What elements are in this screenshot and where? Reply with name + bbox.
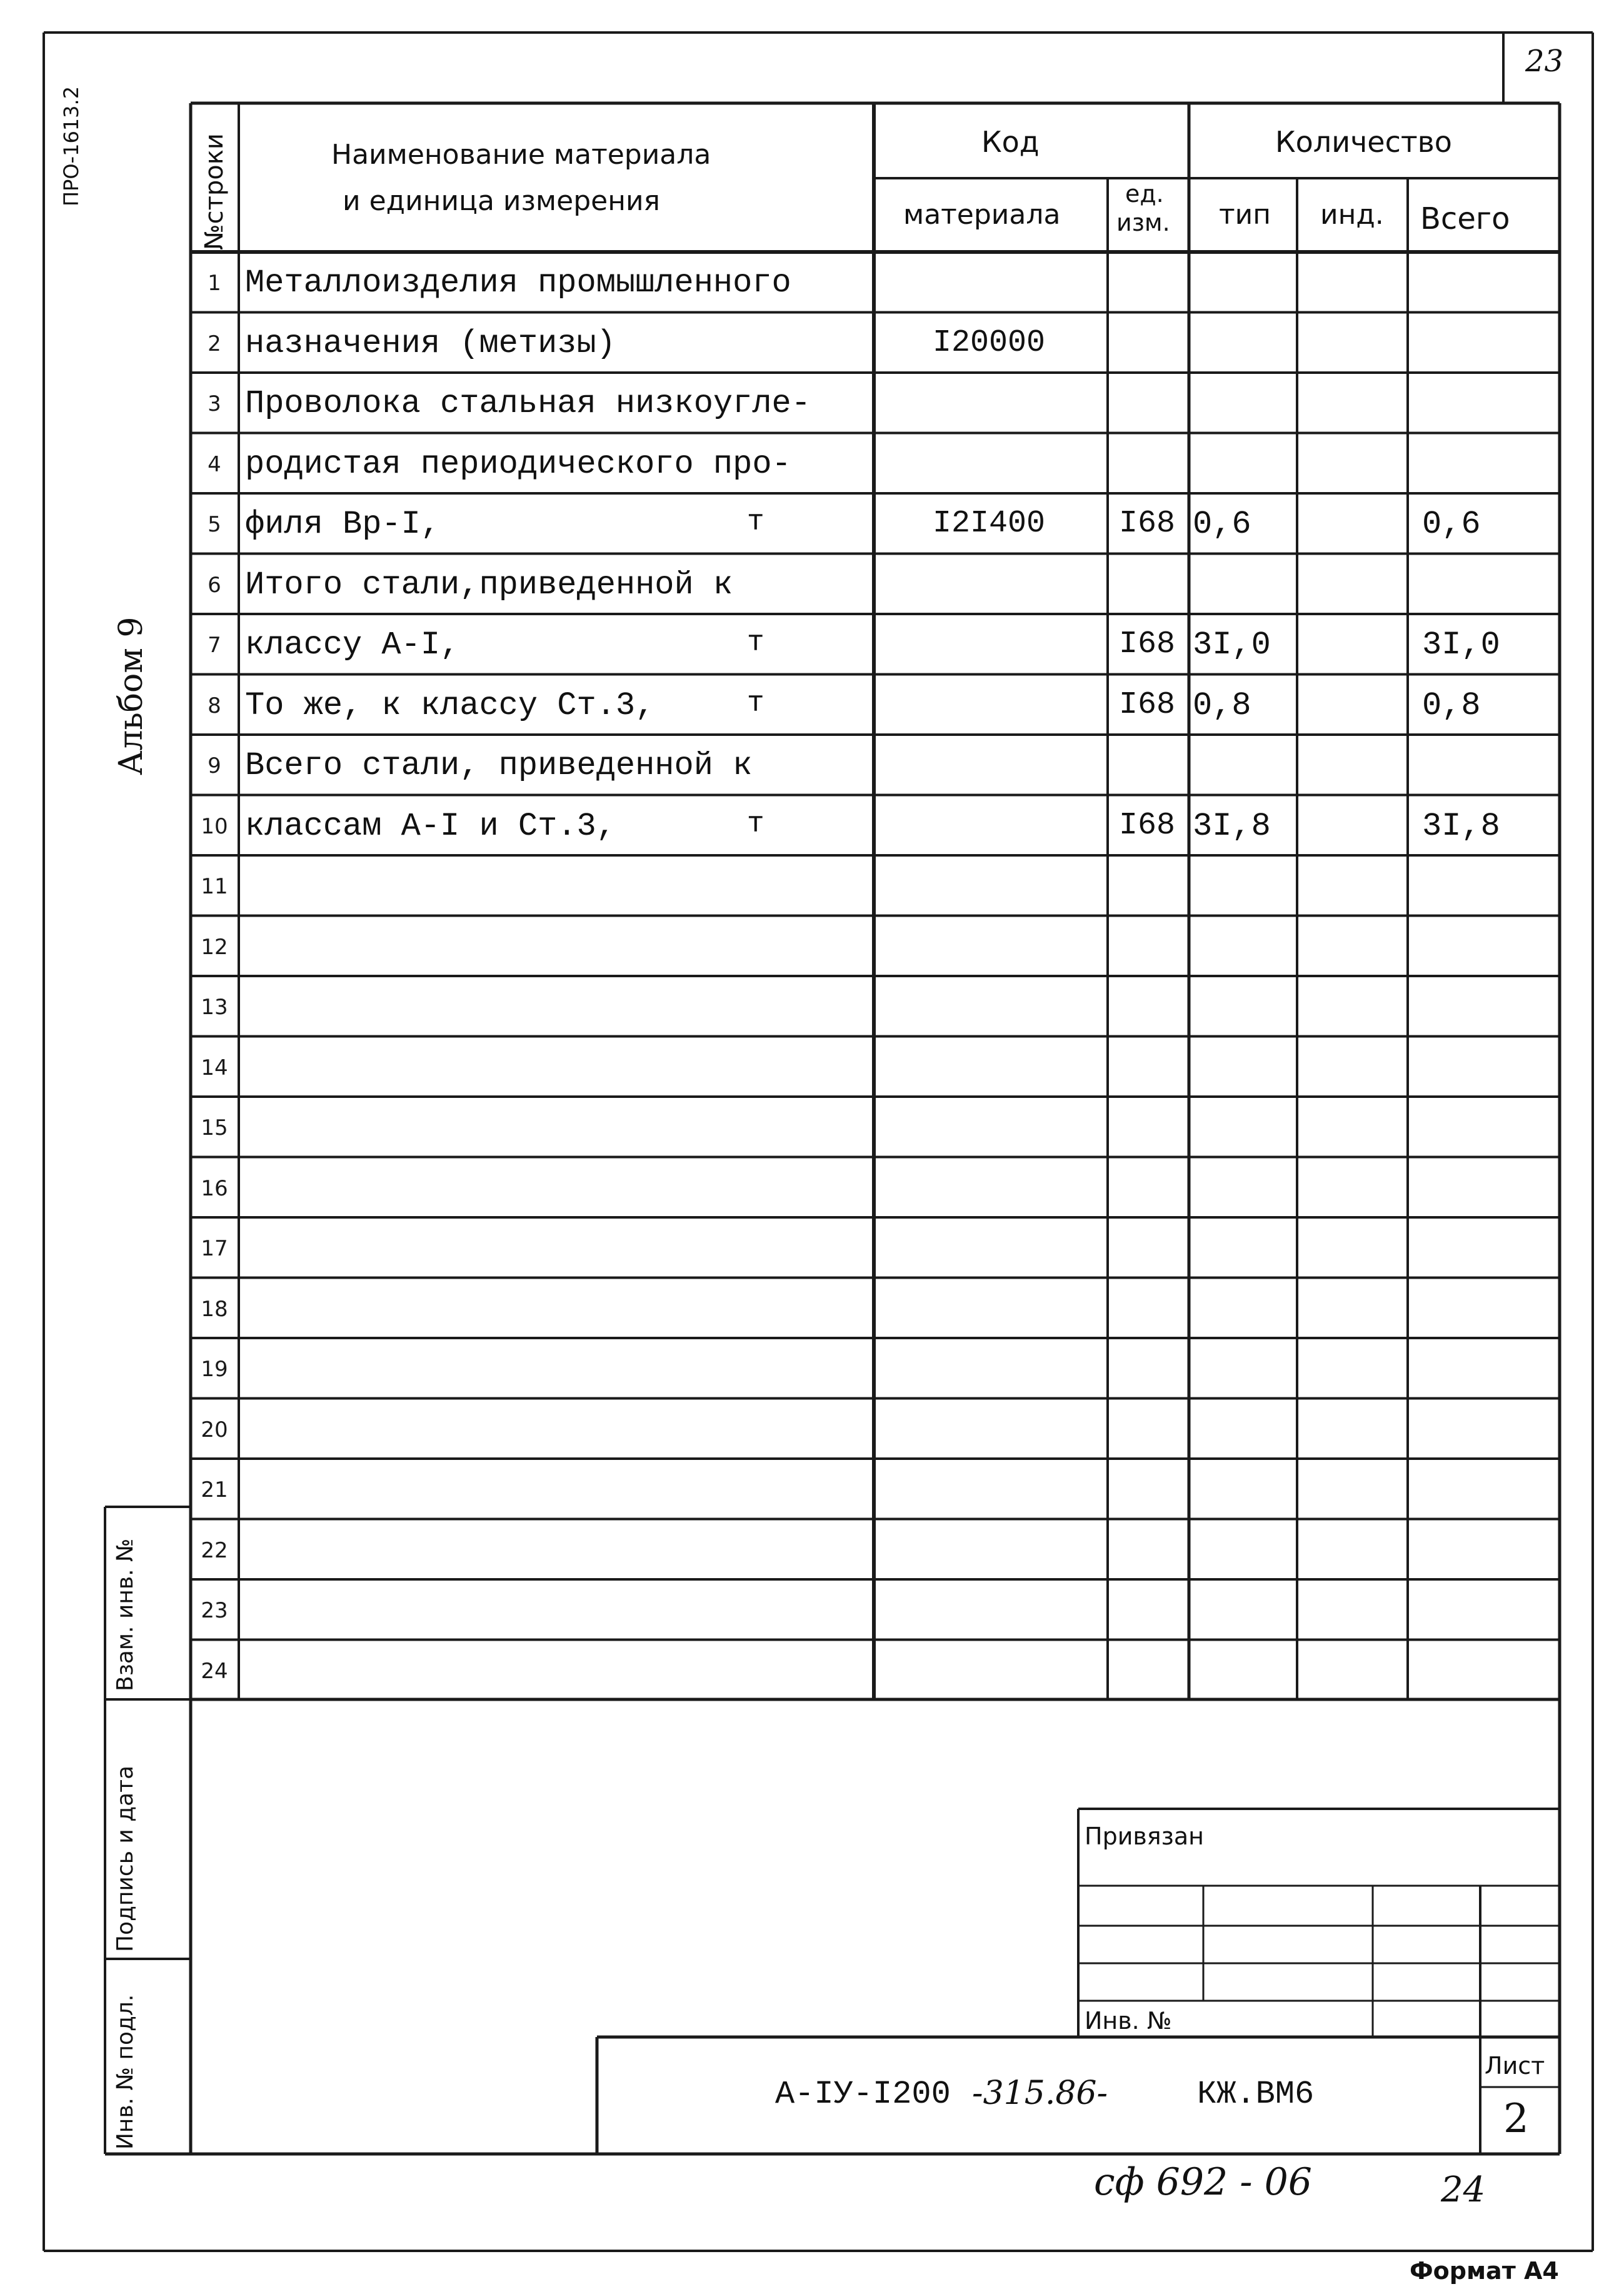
cell-name: Итого стали,приведенной к — [245, 566, 733, 603]
table-row — [0, 1157, 1624, 1218]
table-row — [0, 855, 1624, 916]
cell-unit: т — [747, 807, 764, 840]
table-row — [0, 252, 1624, 313]
inv-podl-label: Инв. № подл. — [113, 1994, 138, 2150]
table-row — [0, 675, 1624, 735]
table-row — [0, 313, 1624, 373]
row-number: 6 — [208, 572, 221, 598]
row-number: 17 — [201, 1236, 228, 1261]
col-code-unit-header-line2: изм. — [1116, 209, 1170, 236]
row-number: 24 — [201, 1658, 228, 1684]
row-number: 5 — [208, 512, 221, 537]
col-row-number-header: №строки — [200, 133, 229, 250]
table-row — [0, 1399, 1624, 1459]
col-name-header-line1: Наименование материала — [331, 139, 711, 171]
format-label: Формат А4 — [1410, 2257, 1559, 2285]
table-row — [0, 614, 1624, 675]
table-row — [0, 373, 1624, 433]
cell-qty-total: 0,8 — [1422, 687, 1481, 724]
cell-name: Проволока стальная низкоугле- — [245, 385, 811, 422]
row-number: 15 — [201, 1115, 228, 1140]
cell-name: родистая периодического про- — [245, 445, 791, 483]
table-row — [0, 1640, 1624, 1701]
col-name-header-line2: и единица измерения — [343, 185, 661, 217]
row-number: 16 — [201, 1175, 228, 1201]
col-qty-total-header: Всего — [1420, 201, 1510, 236]
table-row — [0, 1278, 1624, 1339]
col-code-material-header: материала — [903, 199, 1061, 231]
table-row — [0, 1037, 1624, 1097]
col-qty-ind-header: инд. — [1320, 199, 1384, 231]
table-row — [0, 1338, 1624, 1399]
handwritten-page: 24 — [1441, 2170, 1486, 2210]
table-row — [0, 916, 1624, 977]
cell-name: классу А-I, — [245, 626, 460, 663]
cell-name: филя Вр-I, — [245, 506, 441, 543]
side-stamp: ПРО-1613.2 — [59, 86, 83, 206]
cell-unit: т — [747, 687, 764, 720]
table-row — [0, 1519, 1624, 1580]
list-label: Лист — [1485, 2052, 1545, 2080]
cell-unit-code: I68 — [1119, 626, 1176, 662]
cell-qty-type: 3I,0 — [1193, 626, 1271, 663]
row-number: 7 — [208, 633, 221, 658]
cell-qty-total: 3I,0 — [1422, 626, 1500, 663]
row-number: 11 — [201, 874, 228, 899]
row-number: 12 — [201, 934, 228, 960]
row-number: 3 — [208, 391, 221, 416]
row-number: 2 — [208, 331, 221, 356]
row-number: 1 — [208, 271, 221, 296]
table-row — [0, 1459, 1624, 1519]
row-number: 10 — [201, 813, 228, 839]
handwritten-code: сф 692 - 06 — [1094, 2160, 1312, 2204]
cell-unit: т — [747, 626, 764, 659]
table-row — [0, 1097, 1624, 1157]
row-number: 21 — [201, 1477, 228, 1502]
designation-part-c: КЖ.ВМ6 — [1197, 2076, 1315, 2113]
table-row — [0, 433, 1624, 494]
row-number: 20 — [201, 1417, 228, 1442]
row-number: 9 — [208, 753, 221, 778]
row-number: 19 — [201, 1357, 228, 1382]
cell-unit-code: I68 — [1119, 506, 1176, 541]
col-code-header: Код — [981, 125, 1040, 159]
sheet-number: 23 — [1525, 44, 1564, 79]
cell-name: Металлоизделия промышленного — [245, 264, 791, 301]
cell-qty-total: 0,6 — [1422, 506, 1481, 543]
cell-qty-type: 0,6 — [1193, 506, 1251, 543]
row-number: 13 — [201, 995, 228, 1020]
cell-qty-type: 3I,8 — [1193, 807, 1271, 845]
privyazan-label: Привязан — [1085, 1823, 1204, 1850]
row-number: 23 — [201, 1598, 228, 1623]
col-code-unit-header-line1: ед. — [1125, 180, 1164, 208]
album-label: Альбом 9 — [113, 616, 150, 775]
cell-material-code: I2I400 — [933, 506, 1046, 541]
table-row — [0, 554, 1624, 615]
cell-qty-type: 0,8 — [1193, 687, 1251, 724]
cell-name: классам А-I и Ст.3, — [245, 807, 616, 845]
table-row — [0, 735, 1624, 795]
designation-part-a: А-IУ-I200 — [775, 2076, 951, 2113]
table-row — [0, 976, 1624, 1037]
table-row — [0, 1217, 1624, 1278]
cell-unit: т — [747, 506, 764, 538]
cell-name: Всего стали, приведенной к — [245, 747, 753, 784]
table-row — [0, 1579, 1624, 1640]
list-number: 2 — [1503, 2096, 1529, 2142]
col-quantity-header: Количество — [1275, 125, 1452, 159]
row-number: 18 — [201, 1296, 228, 1322]
inv-no-label: Инв. № — [1085, 2007, 1172, 2035]
cell-name: назначения (метизы) — [245, 324, 616, 362]
cell-qty-total: 3I,8 — [1422, 807, 1500, 845]
row-number: 4 — [208, 451, 221, 477]
table-row — [0, 795, 1624, 856]
podpis-data-label: Подпись и дата — [113, 1765, 138, 1952]
cell-material-code: I20000 — [933, 324, 1046, 361]
vzam-inv-label: Взам. инв. № — [113, 1538, 138, 1691]
cell-unit-code: I68 — [1119, 687, 1176, 723]
cell-name: То же, к классу Ст.3, — [245, 687, 655, 724]
row-number: 14 — [201, 1055, 228, 1080]
cell-unit-code: I68 — [1119, 807, 1176, 843]
table-row — [0, 493, 1624, 554]
col-qty-type-header: тип — [1219, 199, 1271, 231]
row-number: 8 — [208, 693, 221, 718]
designation-part-b: -315.86- — [972, 2075, 1108, 2112]
row-number: 22 — [201, 1537, 228, 1563]
